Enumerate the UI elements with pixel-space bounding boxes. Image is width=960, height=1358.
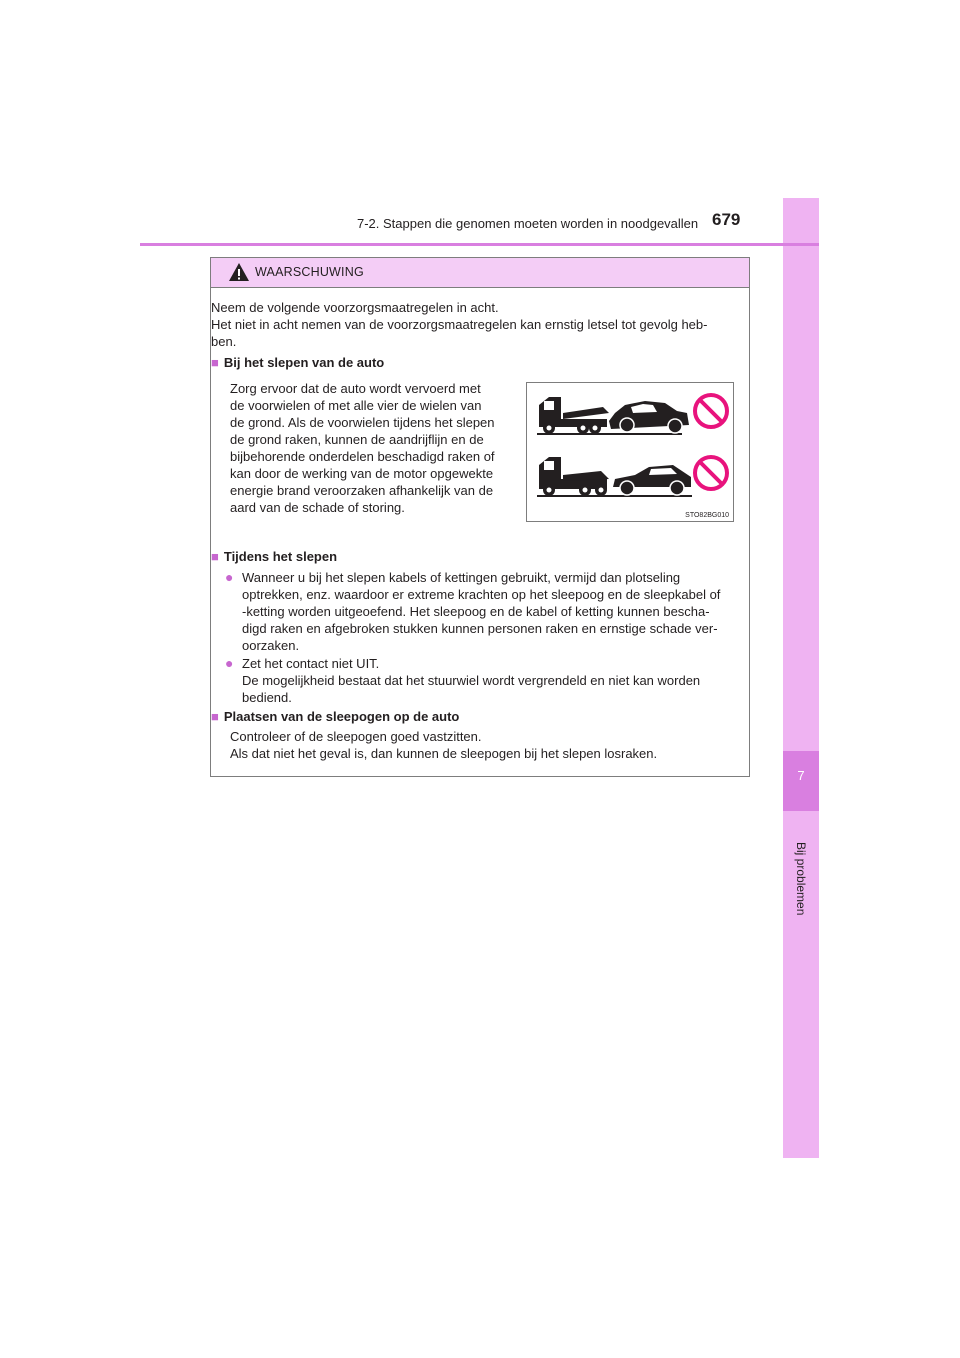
tow-scene-1 <box>537 397 689 435</box>
section-body <box>230 728 745 762</box>
body-line: de grond raken, kunnen de aandrijflijn en de <box>230 432 484 447</box>
round-bullet-icon: ● <box>225 569 234 585</box>
body-line: bijbehorende onderdelen beschadigd raken of <box>230 449 495 464</box>
section-heading-text: Bij het slepen van de auto <box>223 355 385 370</box>
warning-box <box>210 257 750 777</box>
warning-header <box>211 258 749 288</box>
body-line: Zet het contact niet UIT. <box>242 656 380 671</box>
body-line: kan door de werking van de motor opgewekte <box>230 466 494 481</box>
warning-intro <box>211 299 747 350</box>
intro-line: Het niet in acht nemen van de voorzorgsmaatregelen kan ernstig letsel tot gevolg heb- <box>211 317 708 332</box>
bullet-item <box>225 655 745 706</box>
section-heading <box>211 549 337 564</box>
page-number: 679 <box>712 210 741 229</box>
section-heading-text: Tijdens het slepen <box>223 549 338 564</box>
prohibited-icon <box>695 395 727 427</box>
body-line: bediend. <box>242 690 292 705</box>
warning-triangle-icon <box>228 262 250 282</box>
body-line: Wanneer u bij het slepen kabels of kettingen gebruikt, vermijd dan plotseling <box>242 570 681 585</box>
header-rule <box>140 243 819 246</box>
square-bullet-icon: ■ <box>211 549 219 564</box>
bullet-item <box>225 569 745 654</box>
body-line: energie brand veroorzaken afhankelijk van de <box>230 483 494 498</box>
tow-scene-2 <box>537 457 692 497</box>
section-heading-text: Plaatsen van de sleepogen op de auto <box>223 709 460 724</box>
body-line: digd raken en afgebroken stukken kunnen personen raken en ernstige schade ver- <box>242 621 718 636</box>
side-tab <box>783 198 819 751</box>
chapter-number: 7 <box>797 768 805 783</box>
section-heading <box>211 355 384 370</box>
square-bullet-icon: ■ <box>211 355 219 370</box>
warning-title: WAARSCHUWING <box>255 265 364 279</box>
section-heading <box>211 709 459 724</box>
chapter-label: Bij problemen <box>794 842 808 916</box>
body-line: de grond. Als de voorwielen tijdens het slepen <box>230 415 495 430</box>
tow-truck-image <box>527 383 733 521</box>
square-bullet-icon: ■ <box>211 709 219 724</box>
body-line: optrekken, enz. waardoor er extreme krachten op het sleepoog en de sleepkabel of <box>242 587 721 602</box>
body-line: Zorg ervoor dat de auto wordt vervoerd met <box>230 381 481 396</box>
body-line: aard van de schade of storing. <box>230 500 405 515</box>
body-line: Controleer of de sleepogen goed vastzitten. <box>230 729 482 744</box>
body-line: -ketting worden uitgeoefend. Het sleepoog en de kabel of ketting kunnen bescha- <box>242 604 710 619</box>
body-line: oorzaken. <box>242 638 300 653</box>
intro-line: Neem de volgende voorzorgsmaatregelen in acht. <box>211 300 499 315</box>
round-bullet-icon: ● <box>225 655 234 671</box>
towing-illustration <box>526 382 734 522</box>
section-body <box>230 380 508 516</box>
figure-code: STO82BG010 <box>685 512 729 519</box>
section-title: 7-2. Stappen die genomen moeten worden in noodgevallen <box>357 216 699 231</box>
body-line: de voorwielen of met alle vier de wielen van <box>230 398 482 413</box>
prohibited-icon <box>695 457 727 489</box>
body-line: Als dat niet het geval is, dan kunnen de sleepogen bij het slepen losraken. <box>230 746 658 761</box>
body-line: De mogelijkheid bestaat dat het stuurwiel wordt vergrendeld en niet kan worden <box>242 673 701 688</box>
intro-line: ben. <box>211 334 237 349</box>
